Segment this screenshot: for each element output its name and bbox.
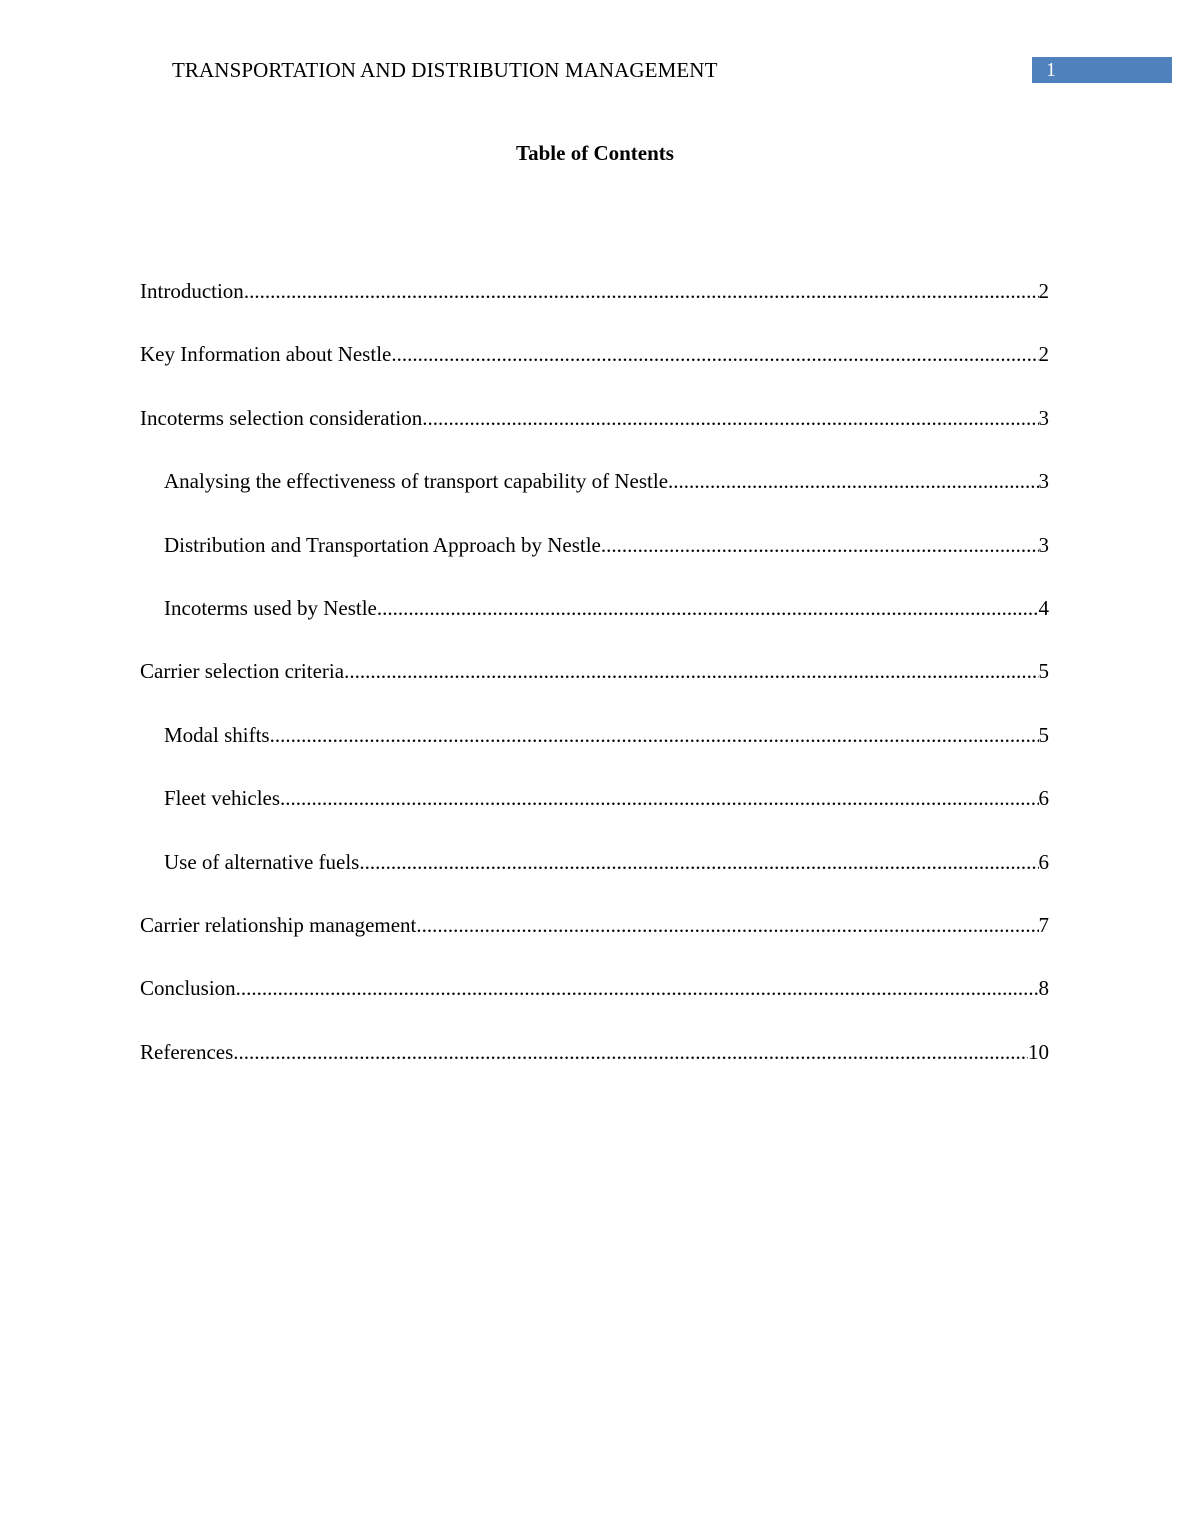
toc-entry-page: 3 — [1038, 532, 1049, 557]
toc-dot-leader — [416, 911, 1038, 939]
toc-link-distribution-approach[interactable] — [164, 531, 1049, 559]
toc-link-incoterms-used[interactable] — [164, 594, 1049, 622]
toc-entry-carrier-selection — [0, 657, 1190, 720]
toc-entry-page: 7 — [1038, 912, 1049, 937]
toc-entry-page: 3 — [1038, 469, 1049, 494]
toc-dot-leader — [280, 784, 1038, 812]
toc-entry-page: 2 — [1038, 279, 1049, 303]
toc-entry-transport-capability — [0, 467, 1190, 530]
toc-entry-modal-shifts — [0, 721, 1190, 784]
toc-heading: Table of Contents — [516, 141, 674, 165]
toc-entry-title: Incoterms selection consideration — [140, 405, 423, 430]
toc-link-fleet-vehicles[interactable] — [164, 784, 1049, 812]
toc-entry-title: Modal shifts — [164, 722, 270, 747]
table-of-contents — [0, 277, 1190, 1101]
toc-link-conclusion[interactable] — [140, 974, 1049, 1002]
toc-entry-carrier-relationship — [0, 911, 1190, 974]
toc-entry-key-information — [0, 340, 1190, 403]
toc-dot-leader — [377, 594, 1039, 622]
toc-entry-incoterms-selection — [0, 404, 1190, 467]
toc-link-alternative-fuels[interactable] — [164, 848, 1049, 876]
toc-entry-page: 6 — [1038, 786, 1049, 811]
toc-link-carrier-selection[interactable] — [140, 657, 1049, 685]
toc-dot-leader — [601, 531, 1039, 559]
toc-entry-title: Carrier selection criteria — [140, 659, 345, 684]
toc-entry-page: 3 — [1038, 405, 1049, 430]
toc-entry-title: Incoterms used by Nestle — [164, 595, 377, 620]
toc-entry-page: 4 — [1038, 595, 1049, 620]
running-header-title: TRANSPORTATION AND DISTRIBUTION MANAGEMENT — [172, 58, 718, 82]
toc-dot-leader — [236, 974, 1039, 1002]
toc-entry-page: 2 — [1038, 342, 1049, 367]
toc-entry-title: Introduction — [140, 279, 244, 303]
toc-dot-leader — [668, 467, 1038, 495]
toc-entry-incoterms-used — [0, 594, 1190, 657]
toc-entry-introduction — [0, 277, 1190, 340]
toc-link-key-information[interactable] — [140, 340, 1049, 368]
toc-link-carrier-relationship[interactable] — [140, 911, 1049, 939]
toc-dot-leader — [359, 848, 1038, 876]
toc-dot-leader — [244, 277, 1039, 305]
toc-entry-title: Carrier relationship management — [140, 912, 417, 937]
toc-link-introduction[interactable] — [140, 277, 1049, 305]
toc-dot-leader — [391, 340, 1038, 368]
toc-entry-page: 5 — [1038, 722, 1049, 747]
toc-dot-leader — [233, 1038, 1028, 1066]
toc-entry-page: 5 — [1038, 659, 1049, 684]
toc-entry-title: Use of alternative fuels — [164, 849, 360, 874]
toc-link-references[interactable] — [140, 1038, 1049, 1066]
toc-entry-page: 8 — [1038, 976, 1049, 1001]
toc-dot-leader — [344, 657, 1038, 685]
toc-entry-title: References — [140, 1039, 234, 1064]
toc-entry-page: 6 — [1038, 849, 1049, 874]
toc-entry-distribution-approach — [0, 531, 1190, 594]
toc-dot-leader — [270, 721, 1039, 749]
toc-entry-conclusion — [0, 974, 1190, 1037]
toc-link-incoterms-selection[interactable] — [140, 404, 1049, 432]
toc-entry-title: Distribution and Transportation Approach by Nestle — [164, 532, 601, 557]
toc-entry-title: Key Information about Nestle — [140, 342, 392, 367]
toc-entry-title: Analysing the effectiveness of transport capability of Nestle — [164, 469, 669, 494]
toc-entry-title: Conclusion — [140, 976, 236, 1001]
toc-link-transport-capability[interactable] — [164, 467, 1049, 495]
toc-link-modal-shifts[interactable] — [164, 721, 1049, 749]
toc-dot-leader — [422, 404, 1038, 432]
toc-entry-page: 10 — [1028, 1039, 1049, 1064]
toc-entry-title: Fleet vehicles — [164, 786, 281, 811]
toc-entry-references — [0, 1038, 1190, 1101]
page-number-badge — [1032, 57, 1172, 83]
toc-entry-alternative-fuels — [0, 848, 1190, 911]
toc-entry-fleet-vehicles — [0, 784, 1190, 847]
page-number: 1 — [1046, 59, 1056, 81]
